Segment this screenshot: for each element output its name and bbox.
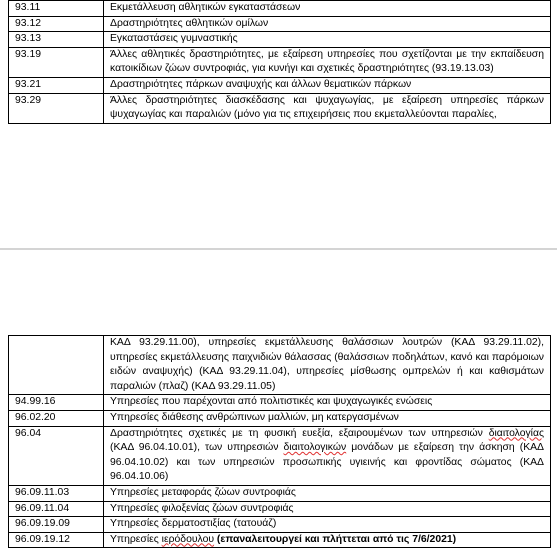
text-fragment: Δραστηριότητες σχετικές με τη φυσική ευεξία, εξαιρουμένων των υπηρεσιών (110, 427, 489, 439)
description-cell: Εγκαταστάσεις γυμναστικής (104, 32, 551, 48)
activity-codes-table-top (8, 0, 551, 124)
description-cell: Υπηρεσίες δερματοστιξίας (τατουάζ) (104, 517, 551, 533)
code-cell: 93.13 (9, 32, 104, 48)
table-row (9, 517, 551, 533)
description-cell: Άλλες αθλητικές δραστηριότητες, με εξαίρεση υπηρεσίες που σχετίζονται με την εκπαίδευση κατοικίδιων ζώων συντροφιάς, για κυνήγι και σχετικές δραστηριότητες (93.19.13.03) (104, 47, 551, 77)
misspelled-word: διαιτολογικών (283, 442, 347, 454)
table-row (9, 77, 551, 93)
table-row (9, 93, 551, 123)
description-cell: Άλλες δραστηριότητες διασκέδασης και ψυχαγωγίας, με εξαίρεση υπηρεσίες πάρκων ψυχαγωγίας και παραλιών (μόνο για τις επιχειρήσεις που εκμεταλλεύονται παραλίες, (104, 93, 551, 123)
table-row (9, 47, 551, 77)
description-cell: Δραστηριότητες αθλητικών ομίλων (104, 16, 551, 32)
description-cell (104, 426, 551, 485)
description-cell (104, 532, 551, 548)
text-fragment: Υπηρεσίες (110, 533, 162, 545)
table-row (9, 485, 551, 501)
code-cell: 93.19 (9, 47, 104, 77)
code-cell: 96.09.11.03 (9, 485, 104, 501)
document-page-bottom (0, 250, 557, 544)
code-cell: 96.02.20 (9, 410, 104, 426)
code-cell: 96.04 (9, 426, 104, 485)
code-cell: 96.09.19.09 (9, 517, 104, 533)
description-cell: Υπηρεσίες μεταφοράς ζώων συντροφιάς (104, 485, 551, 501)
table-row (9, 410, 551, 426)
description-cell: Υπηρεσίες διάθεσης ανθρώπινων μαλλιών, μη κατεργασμένων (104, 410, 551, 426)
table-row (9, 532, 551, 548)
misspelled-word: διαιτολογίας (488, 427, 544, 439)
table-row (9, 16, 551, 32)
code-cell: 93.12 (9, 16, 104, 32)
activity-codes-table-bottom (8, 335, 551, 548)
misspelled-word: ιερόδουλου (161, 533, 215, 545)
table-row (9, 32, 551, 48)
code-cell: 93.21 (9, 77, 104, 93)
description-cell: Εκμετάλλευση αθλητικών εγκαταστάσεων (104, 1, 551, 17)
table-row (9, 501, 551, 517)
document-page-top (0, 0, 557, 248)
code-cell (9, 336, 104, 395)
table-row (9, 336, 551, 395)
text-fragment: μονάδων με εξαίρεση την άσκηση (ΚΑΔ 96.04.10.02) και των υπηρεσιών προσωπικής υγιεινής και φροντίδας σώματος (ΚΑΔ 96.04.10.06) (110, 442, 544, 483)
description-cell: Υπηρεσίες που παρέχονται από πολιτιστικές και ψυχαγωγικές ενώσεις (104, 395, 551, 411)
code-cell: 93.29 (9, 93, 104, 123)
table-row (9, 1, 551, 17)
code-cell: 96.09.19.12 (9, 532, 104, 548)
table-row (9, 395, 551, 411)
description-cell: Υπηρεσίες φιλοξενίας ζώων συντροφιάς (104, 501, 551, 517)
reopening-note: (επαναλειτουργεί και πλήττεται από τις 7/6/2021) (214, 533, 457, 545)
description-cell: Δραστηριότητες πάρκων αναψυχής και άλλων θεματικών πάρκων (104, 77, 551, 93)
description-cell: ΚΑΔ 93.29.11.00), υπηρεσίες εκμετάλλευσης θαλάσσιων λουτρών (ΚΑΔ 93.29.11.02), υπηρεσίες εκμετάλλευσης παιχνιδιών θάλασσας (θαλάσσιων ποδηλάτων, κανό και παρόμοιων ειδών αναψυχής) (ΚΑΔ 93.29.11.04), υπηρεσίες μίσθωσης ομπρελών ή και καθισμάτων παραλιών (πλαζ) (ΚΑΔ 93.29.11.05) (104, 336, 551, 395)
table-row (9, 426, 551, 485)
text-fragment: (ΚΑΔ 96.04.10.01), των υπηρεσιών (110, 442, 284, 454)
code-cell: 93.11 (9, 1, 104, 17)
code-cell: 94.99.16 (9, 395, 104, 411)
code-cell: 96.09.11.04 (9, 501, 104, 517)
